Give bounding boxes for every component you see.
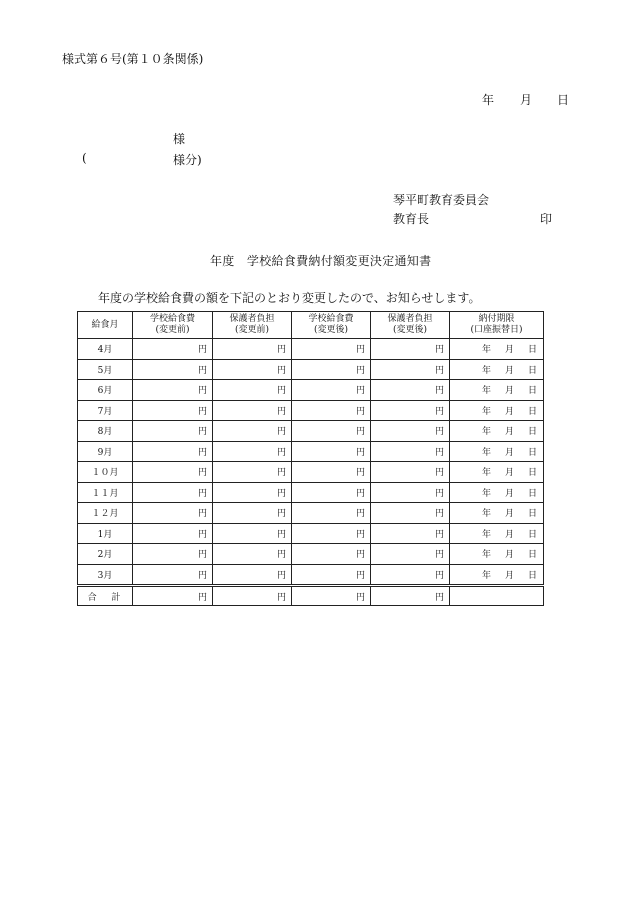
guardian-before-cell: 円 <box>213 503 292 524</box>
table-row <box>78 380 544 401</box>
deadline-cell: 年 月 日 <box>450 339 544 360</box>
month-cell: １１月 <box>78 482 133 503</box>
guardian-after-cell: 円 <box>371 564 450 586</box>
fee-before-cell: 円 <box>133 400 213 421</box>
total-fee-after-cell: 円 <box>292 586 371 606</box>
guardian-after-cell: 円 <box>371 544 450 565</box>
month-cell: １２月 <box>78 503 133 524</box>
guardian-before-cell: 円 <box>213 564 292 586</box>
fee-before-cell: 円 <box>133 421 213 442</box>
table-row <box>78 421 544 442</box>
deadline-cell: 年 月 日 <box>450 359 544 380</box>
fee-after-cell: 円 <box>292 503 371 524</box>
table-header-row <box>78 312 544 339</box>
deadline-cell: 年 月 日 <box>450 400 544 421</box>
guardian-before-cell: 円 <box>213 523 292 544</box>
month-cell: 8月 <box>78 421 133 442</box>
addressee-paren-open: ( <box>82 151 87 165</box>
issuer-seal: 印 <box>540 212 553 226</box>
total-deadline-cell <box>450 586 544 606</box>
deadline-cell: 年 月 日 <box>450 462 544 483</box>
guardian-before-cell: 円 <box>213 441 292 462</box>
date-year-label: 年 <box>482 93 495 107</box>
table-row <box>78 564 544 586</box>
deadline-cell: 年 月 日 <box>450 564 544 586</box>
month-cell: 1月 <box>78 523 133 544</box>
fee-before-cell: 円 <box>133 503 213 524</box>
form-number: 様式第６号(第１０条関係) <box>62 52 204 66</box>
header-guardian-after: 保護者負担 (変更後) <box>371 312 450 339</box>
fee-before-cell: 円 <box>133 462 213 483</box>
fee-before-cell: 円 <box>133 482 213 503</box>
fee-after-cell: 円 <box>292 523 371 544</box>
guardian-after-cell: 円 <box>371 359 450 380</box>
guardian-after-cell: 円 <box>371 400 450 421</box>
guardian-before-cell: 円 <box>213 339 292 360</box>
guardian-before-cell: 円 <box>213 462 292 483</box>
fee-after-cell: 円 <box>292 441 371 462</box>
document-title: 年度 学校給食費納付額変更決定通知書 <box>210 254 432 268</box>
date-month-label: 月 <box>520 93 533 107</box>
header-guardian-before: 保護者負担 (変更前) <box>213 312 292 339</box>
fee-before-cell: 円 <box>133 544 213 565</box>
deadline-cell: 年 月 日 <box>450 380 544 401</box>
table-row <box>78 544 544 565</box>
table-row <box>78 503 544 524</box>
month-cell: 4月 <box>78 339 133 360</box>
fee-before-cell: 円 <box>133 380 213 401</box>
month-cell: １０月 <box>78 462 133 483</box>
guardian-before-cell: 円 <box>213 544 292 565</box>
header-deadline: 納付期限 (口座振替日) <box>450 312 544 339</box>
fee-after-cell: 円 <box>292 421 371 442</box>
fee-after-cell: 円 <box>292 359 371 380</box>
month-cell: 6月 <box>78 380 133 401</box>
guardian-after-cell: 円 <box>371 482 450 503</box>
deadline-cell: 年 月 日 <box>450 441 544 462</box>
table-row <box>78 462 544 483</box>
table-row <box>78 339 544 360</box>
fee-before-cell: 円 <box>133 564 213 586</box>
deadline-cell: 年 月 日 <box>450 421 544 442</box>
guardian-after-cell: 円 <box>371 462 450 483</box>
guardian-after-cell: 円 <box>371 421 450 442</box>
total-fee-before-cell: 円 <box>133 586 213 606</box>
table-body <box>78 339 544 606</box>
guardian-before-cell: 円 <box>213 482 292 503</box>
date-day-label: 日 <box>557 93 570 107</box>
fee-after-cell: 円 <box>292 400 371 421</box>
addressee-honorific: 様 <box>173 132 186 146</box>
table-row <box>78 482 544 503</box>
table-row <box>78 441 544 462</box>
deadline-cell: 年 月 日 <box>450 482 544 503</box>
guardian-before-cell: 円 <box>213 359 292 380</box>
fee-after-cell: 円 <box>292 544 371 565</box>
guardian-before-cell: 円 <box>213 400 292 421</box>
header-fee-before: 学校給食費 (変更前) <box>133 312 213 339</box>
total-label-cell: 合 計 <box>78 586 133 606</box>
fee-before-cell: 円 <box>133 523 213 544</box>
guardian-after-cell: 円 <box>371 441 450 462</box>
fee-before-cell: 円 <box>133 359 213 380</box>
guardian-after-cell: 円 <box>371 380 450 401</box>
table-row <box>78 359 544 380</box>
month-cell: 9月 <box>78 441 133 462</box>
fee-after-cell: 円 <box>292 462 371 483</box>
guardian-after-cell: 円 <box>371 339 450 360</box>
addressee-honorific-portion: 様分) <box>173 153 202 167</box>
table-row <box>78 400 544 421</box>
month-cell: 5月 <box>78 359 133 380</box>
month-cell: 3月 <box>78 564 133 586</box>
table-row <box>78 523 544 544</box>
deadline-cell: 年 月 日 <box>450 544 544 565</box>
total-guardian-before-cell: 円 <box>213 586 292 606</box>
guardian-before-cell: 円 <box>213 421 292 442</box>
deadline-cell: 年 月 日 <box>450 503 544 524</box>
deadline-cell: 年 月 日 <box>450 523 544 544</box>
fee-before-cell: 円 <box>133 339 213 360</box>
header-fee-after: 学校給食費 (変更後) <box>292 312 371 339</box>
total-row <box>78 586 544 606</box>
fee-after-cell: 円 <box>292 380 371 401</box>
fee-after-cell: 円 <box>292 339 371 360</box>
fee-after-cell: 円 <box>292 482 371 503</box>
month-cell: 2月 <box>78 544 133 565</box>
header-month: 給食月 <box>78 312 133 339</box>
fee-table <box>77 311 544 606</box>
guardian-after-cell: 円 <box>371 503 450 524</box>
issuer-title: 教育長 <box>393 212 430 226</box>
intro-text: 年度の学校給食費の額を下記のとおり変更したので、お知らせします。 <box>98 291 481 305</box>
guardian-before-cell: 円 <box>213 380 292 401</box>
issuer-organization: 琴平町教育委員会 <box>393 193 490 207</box>
month-cell: 7月 <box>78 400 133 421</box>
total-guardian-after-cell: 円 <box>371 586 450 606</box>
fee-after-cell: 円 <box>292 564 371 586</box>
fee-before-cell: 円 <box>133 441 213 462</box>
guardian-after-cell: 円 <box>371 523 450 544</box>
